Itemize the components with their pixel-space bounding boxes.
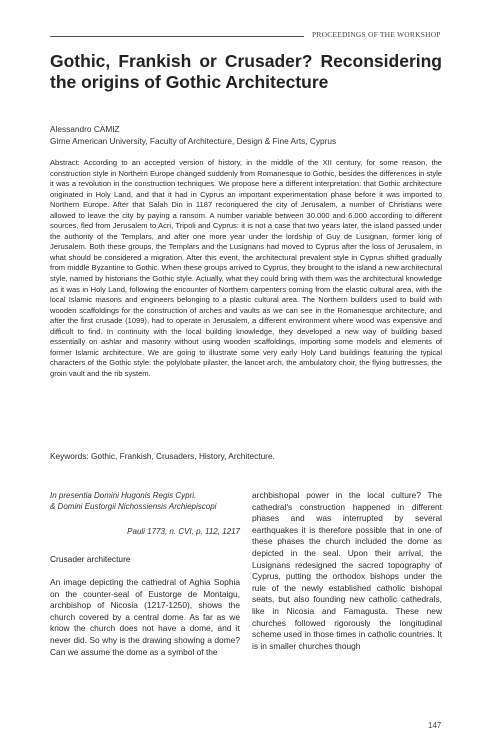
epigraph-citation: Pauli 1773, n. CVI, p. 112, 1217 (127, 527, 240, 536)
paper-title: Gothic, Frankish or Crusader? Reconsidering the origins of Gothic Architecture (50, 51, 442, 92)
author-affiliation: Girne American University, Faculty of Architecture, Design & Fine Arts, Cyprus (50, 136, 337, 146)
abstract-text: According to an accepted version of history, in the middle of the XII century, for some reason, the construction style in Northern Europe changed suddenly from Romanesque to Gothic, besides the differences in style it was a revolution in the construction techniques. We propose here a different interpretation: that Gothic architecture originated in Holy Land, and that it had in Cyprus an important experimentation phase before it was imported to Northern Europe. After that Salah Din in 1187 reconquered the city of Jerusalem, a number of Christians were allowed to leave the city by paying a ransom. A number variable between 30.000 and 6.000 according to different sources, fled from Jerusalem to Acri, Tripoli and Cyprus: it is not a case that two years later, the island passed under the authority of the Templars, and after one more year under the lordship of Guy de Lusignan, former king of Jerusalem. Both these groups, the Templars and the Lusignans had moved to Cyprus after the loss of Jerusalem, in what should be considered a migration. After this event, the architectural prevalent style in Cyprus shifted gradually from middle Byzantine to Gothic. When these groups arrived to Cyprus, they brought to the island a new architectural style, named by historians the Gothic style. Actually, what they could bring with them was the architectural knowledge as it was in Holy Land, following the encounter of Northern carpenters coming from the elastic cultural area, with the local Islamic masons and engineers belonging to a plastic cultural area. The Northern builders used to build with wooden scaffoldings for the construction of arches and vaults as we can see in the Romanesque architecture, and after the first crusade (1099), had to operate in Jerusalem, a different environment where wood was expensive and difficult to find. In continuity with the local building knowledge, they developed a new way of building based essentially on ashlar and masonry without using wooden scaffoldings, importing some models and elements of former Islamic architecture. We are going to illustrate some very early Holy Land buildings featuring the typical characters of the Gothic style: the polylobate pilaster, the lancet arch, the ambulatory choir, the flying buttresses, the groin vault and the rib system. (50, 158, 442, 378)
epigraph-line-2: & Domini Eustorgii Nichossiensis Archiepiscopi (50, 502, 217, 511)
right-column (252, 490, 442, 652)
right-column-text: archbishopal power in the local culture? The cathedral's construction happened in different phases and was interrupted by several earthquakes it is therefore possible that in one of these phases the church included the dome as depicted in the seal. Upon their arrival, the Lusignans redesigned the sacred topography of Cyprus, putting the orthodox bishops under the rule of the newly established catholic bishopal seats, but also founding new catholic cathedrals, like in Nicosia and Famagusta. These new churches followed rigorously the longitudinal scheme used in those times in catholic countries. It is in smaller churches though (252, 490, 442, 651)
left-column (50, 490, 240, 658)
page-number: 147 (428, 721, 442, 730)
abstract-label: Abstract: (50, 158, 80, 167)
keywords (50, 451, 442, 461)
header-rule (50, 36, 304, 37)
running-header: PROCEEDINGS OF THE WORKSHOP (312, 30, 441, 39)
author-name: Alessandro CAMIZ (50, 124, 120, 134)
epigraph-line-1: In presentia Domini Hugonis Regis Cypri. (50, 491, 197, 500)
left-column-text: An image depicting the cathedral of Aghia Sophia on the counter-seal of Eustorge de Montaigu, archbishop of Nicosia (1217-1250), shows the church covered by a central dome. As far as we know the church does not have a dome, and it never did. So why is the drawing showing a dome? Can we assume the dome as a symbol of the (50, 577, 240, 657)
keywords-label: Keywords: (50, 451, 89, 461)
keywords-text: Gothic, Frankish, Crusaders, History, Architecture. (91, 451, 275, 461)
abstract (50, 158, 442, 379)
section-heading: Crusader architecture (50, 554, 131, 564)
